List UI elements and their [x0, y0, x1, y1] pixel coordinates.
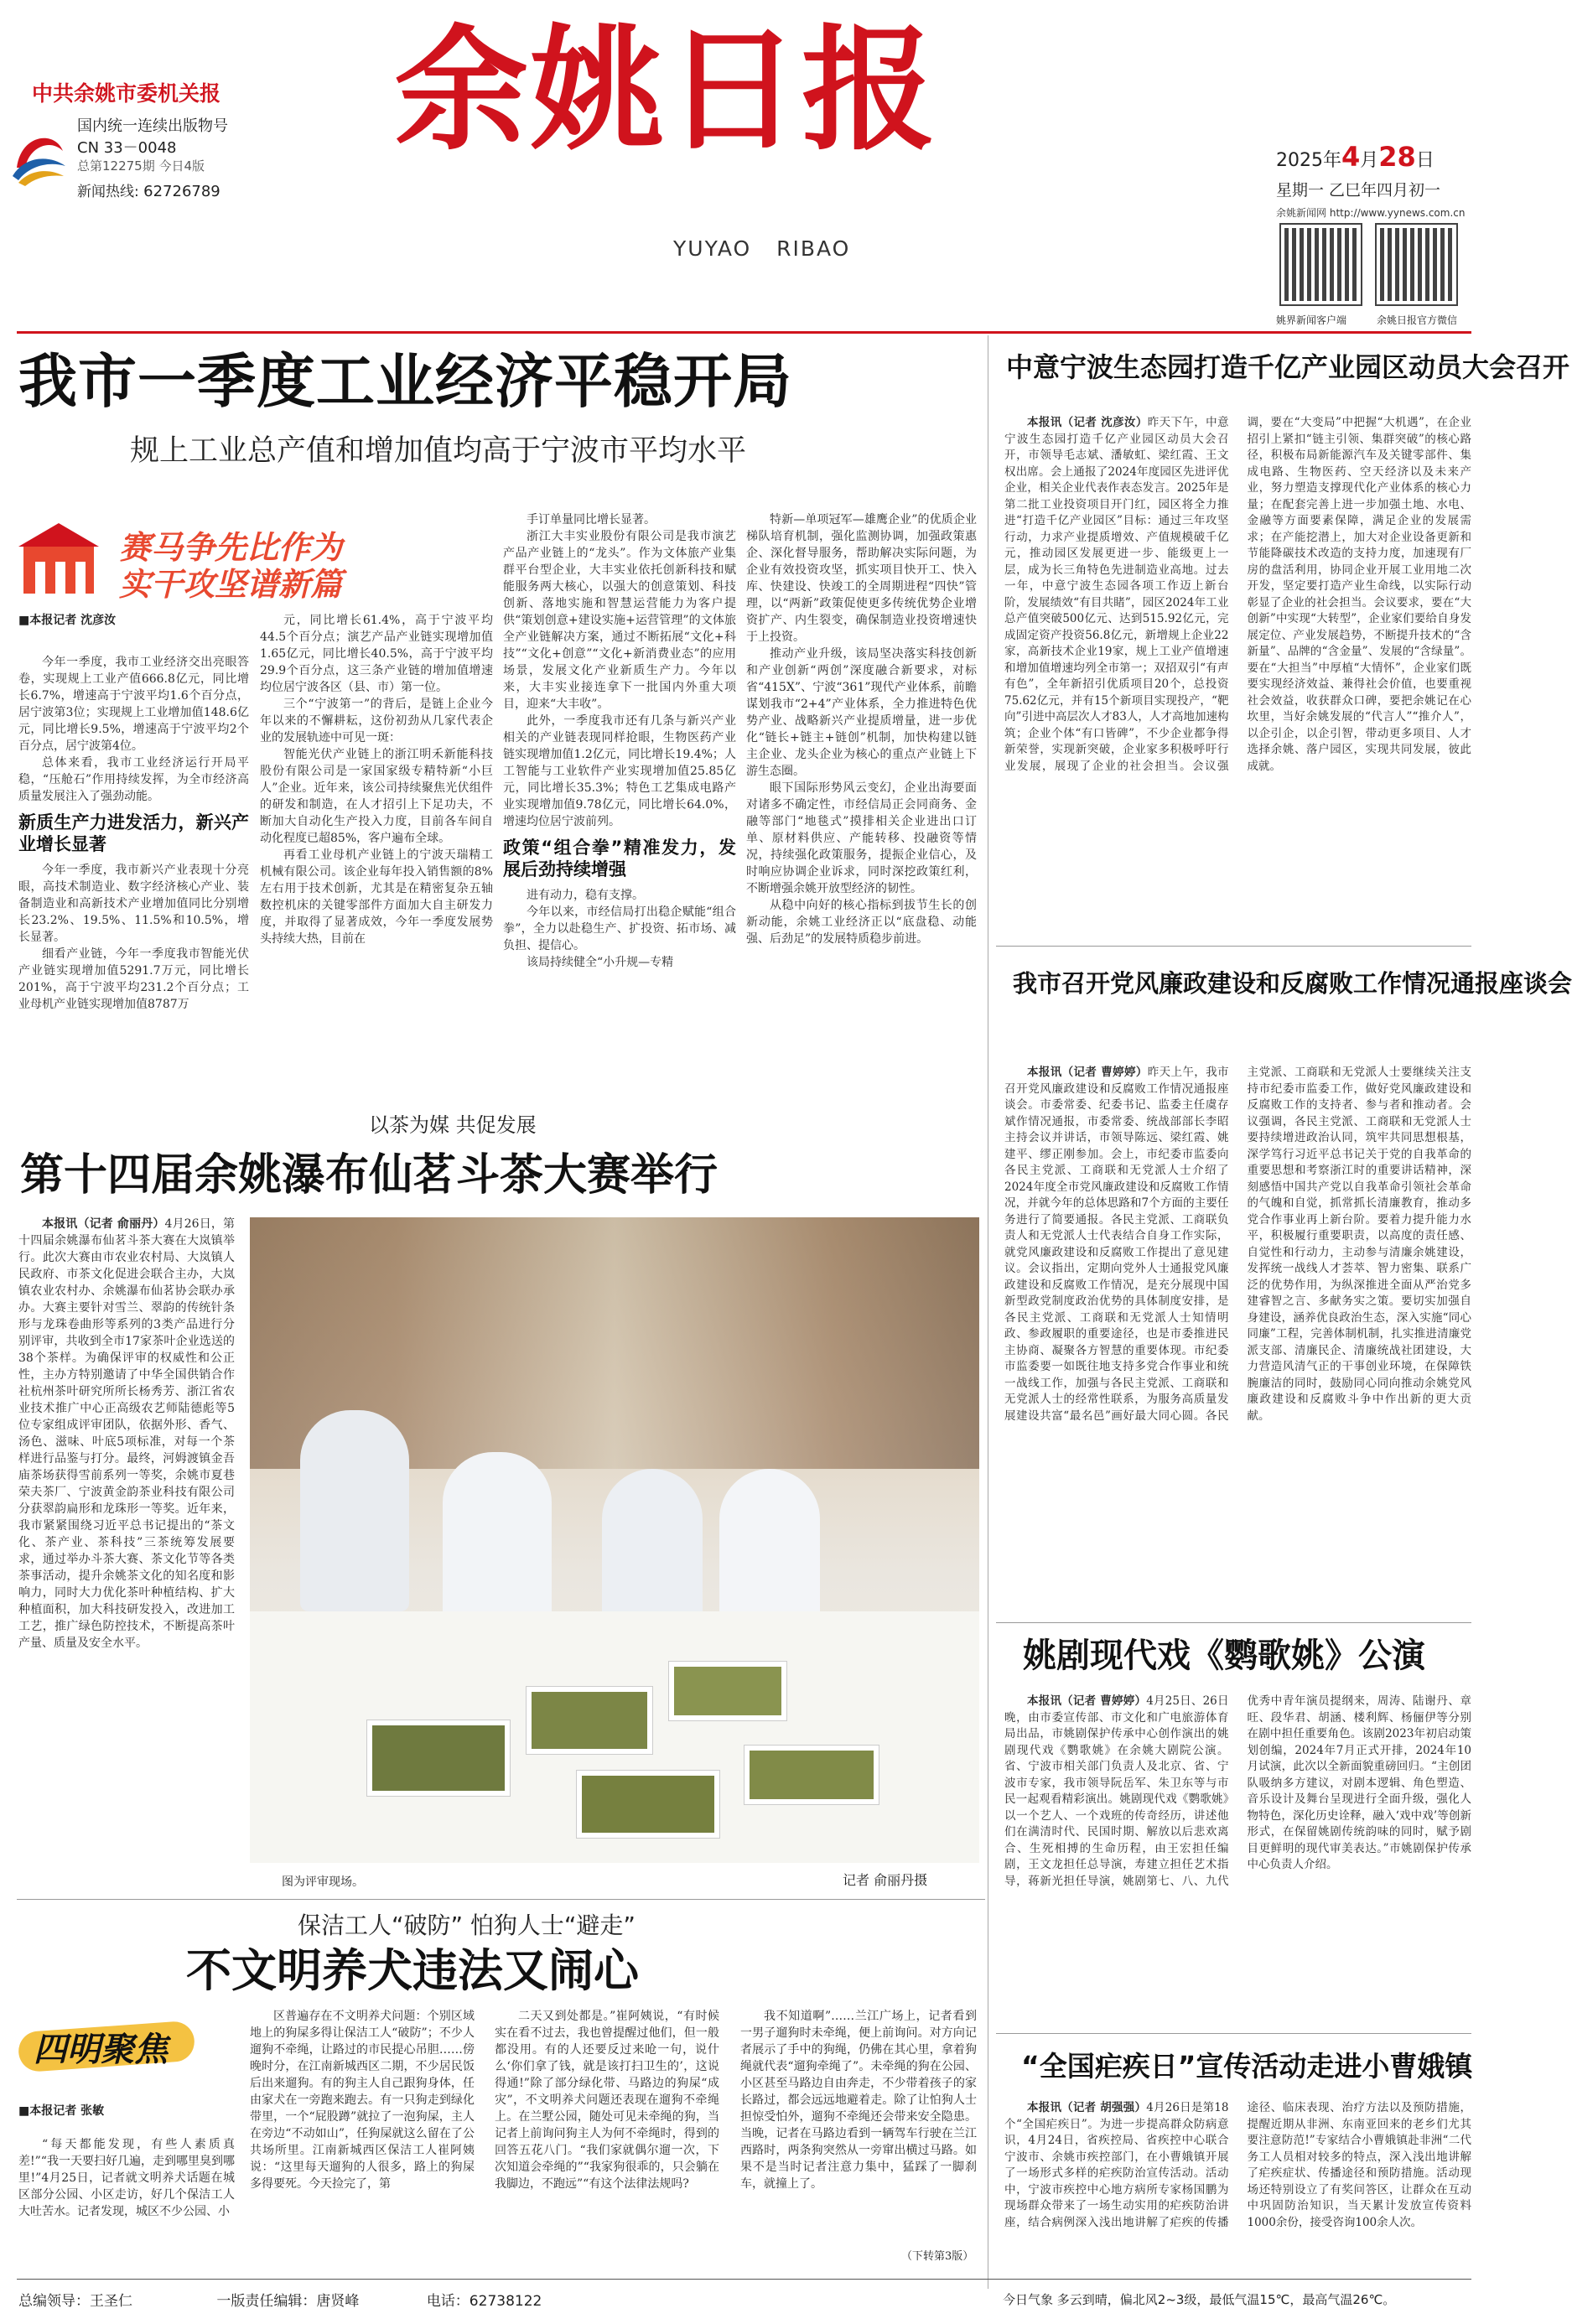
lead-subhead-1: 新质生产力进发活力，新兴产业增长显著 — [18, 812, 249, 854]
tea-photo-caption: 图为评审现场。 — [282, 1875, 364, 1889]
site-label: 余姚新闻网 — [1276, 207, 1327, 219]
malaria-title[interactable]: “全国疟疾日”宣传活动走进小曹娥镇 — [1021, 2050, 1473, 2083]
side2-body: 本报讯（记者 曹婷婷）昨天上午，我市召开党风廉政建设和反腐败工作情况通报座谈会。市委常委、纪委书记、监委主任虞存斌作情况通报，市委常委、统战部部长李昭主持会议并讲话，市领导陈远、梁红霞、姚建平、缪正刚参加。会上，市纪委市监委向各民主党派、工商联和无党派人士介绍了2024年度全市党风廉政建设和反腐败工作情况，并就今年的总体思路和7个方面的主要任务进行了简要通报。各民主党派、工商联负责人和无党派人士代表结合自身工作实际，就党风廉政建设和反腐败工作提出了意见建议。会议指出，定期向党外人士通报党风廉政建设和反腐败工作情况，是充分展现中国新型政党制度政治优势的具体制度安排，是各民主党派、工商联和无党派人士知情明政、参政履职的重要途径，也是市委推进民主协商、凝聚各方智慧的重要体现。市纪委市监委要一如既往地支持多党合作事业和统一战线工作，加强与各民主党派、工商联和无党派人士的经常性联系，为服务高质量发展建设共富“最名邑”画好最大同心圆。各民主党派、工商联和无党派人士要继续关注支持市纪委市监委工作，做好党风廉政建设和反腐败工作的支持者、参与者和推动者。会议强调，各民主党派、工商联和无党派人士要持续增进政治认同，筑牢共同思想根基，深学笃行习近平总书记关于党的自我革命的重要思想和考察浙江时的重要讲话精神，深刻感悟中国共产党以自我革命引领社会革命的气魄和自觉，抓常抓长清廉教育，推动多党合作事业再上新台阶。要着力提升能力水平，积极履行重要职责，以高度的责任感、自觉性和行动力，主动参与清廉余姚建设，发挥统一战线人才荟萃、智力密集、联系广泛的优势作用，为纵深推进全面从严治党多建睿智之言、多献务实之策。要切实加强自身建设，涵养优良政治生态，深入实施“同心同廉”工程，完善体制机制，扎实推进清廉党派支部、清廉民企、清廉统战社团建设，大力营造风清气正的干事创业环境，在保障铁腕廉洁的同时，鼓励同心同向推动余姚党风廉政建设和反腐败斗争中作出新的更大贡献。 — [1004, 1066, 1471, 1423]
tea-judging-photo[interactable] — [250, 1217, 979, 1863]
footer-phone: 电话：62738122 — [426, 2293, 542, 2310]
opera-body: 本报讯（记者 曹婷婷）4月25日、26日晚，由市委宣传部、市文化和广电旅游体育局出品，市姚剧保护传承中心创作演出的姚剧现代戏《鹦歌姚》在余姚大剧院公演。省、宁波市相关部门负责人及北京、省、宁波市专家，我市领导阮岳军、朱卫东等与市民一起观看精彩演出。姚剧现代戏《鹦歌姚》以一个艺人、一个戏班的传奇经历，讲述他们在满清时代、民国时期、解放以后悲欢离合、生死相搏的生命历程，由王宏担任编剧，王文龙担任总导演，寿建立担任艺术指导，蒋新光担任导演，姚剧第七、八、九代优秀中青年演员提纲来，周涛、陆谢丹、章旺、段华君、胡涵、楼利辉、杨俪伊等分别在剧中担任重要角色。该剧2023年初启动策划创编，2024年7月正式开排，2024年10月试演，此次以全新面貌重磅回归。“主创团队吸纳多方建议，对剧本逻辑、角色塑造、音乐设计及舞台呈现进行全面升级，强化人物特色，深化历史诠释，融入‘戏中戏’等创新形式，在保留姚剧传统韵味的同时，赋予剧目更鲜明的现代审美表达。”市姚剧保护传承中心负责人介绍。 — [1004, 1694, 1471, 1888]
dogs-kicker: 保洁工人“破防” 怕狗人士“避走” — [298, 1912, 636, 1939]
tea-photo-credit: 记者 俞丽丹摄 — [843, 1872, 928, 1888]
lead-column-1: 今年一季度，我市工业经济交出亮眼答卷，实现规上工业产值666.8亿元，同比增长6.7%，增速高于宁波平均1.6个百分点，居宁波第3位；实现规上工业增加值148.6亿元，同比增长9.5%，增速高于宁波平均2个百分点，居宁波第4位。 总体来看，我市工业经济运行开局平稳，“压舱石”作用持续发挥，为全市经济高质量发展注入了强劲动能。 新质生产力进发活力，新兴产业增长显著 今年一季度，我市新兴产业表现十分亮眼，高技术制造业、数字经济核心产业、装备制造业和高新技术产业增加值同比分别增长23.2%、19.5%、11.5%和10.5%，增长显著。 细看产业链，今年一季度我市智能光伏产业链实现增加值5291.7万元，同比增长201%，高于宁波平均231.2个百分点；工业母机产业链实现增加值8787万 — [18, 656, 249, 1011]
tea-byline: 本报讯（记者 俞丽丹） — [42, 1217, 165, 1231]
newspaper-logo: 余姚日报 — [394, 11, 938, 169]
footer-weather: 今日气象 多云到晴，偏北风2~3级，最低气温15℃，最高气温26℃。 — [1003, 2292, 1396, 2307]
hotline: 62726789 — [143, 183, 220, 200]
qr2-label: 余姚日报官方微信 — [1377, 314, 1458, 326]
site-url[interactable]: http://www.yynews.com.cn — [1329, 207, 1466, 219]
dogs-continued[interactable]: （下转第3版） — [901, 2250, 974, 2263]
banner-line-1: 赛马争先比作为 — [119, 529, 343, 566]
lead-column-3: 手订单量同比增长显著。 浙江大丰实业股份有限公司是我市演艺产品产业链上的“龙头”。作为文体旅产业集群平台型企业，大丰实业依托创新科技和赋能服务两大核心，以强大的创意策划、科技创新、落地实施和智慧运营能力为客户提供“策划创意+建设实施+运营管理”的文体旅全产业链解决方案，通过不断拓展“文化+科技”“文化+创意”“文化+新消费业态”的应用场景，发展文化产业新质生产力。今年以来，大丰实业接连拿下一批国内外重大项目，迎来“大丰收”。 此外，一季度我市还有几条与新兴产业相关的产业链表现同样抢眼，生物医药产业链实现增加值1.2亿元，同比增长19.4%；人工智能与工业软件产业实现增加值25.85亿元，同比增长35.3%；特色工艺集成电路产业实现增加值9.78亿元，同比增长64.0%，增速均位居宁波前列。 政策“组合拳”精准发力，发展后劲持续增强 进有动力，稳有支撑。 今年以来，市经信局打出稳企赋能“组合拳”，全力以赴稳生产、扩投资、拓市场、减负担、提信心。 该局持续健全“小升规—专精 — [503, 513, 736, 969]
column-logo: 四明聚焦 — [18, 2016, 220, 2073]
publisher: 中共余姚市委机关报 — [32, 81, 221, 106]
building-icon — [18, 520, 102, 597]
news-app-qr-code[interactable] — [1281, 225, 1361, 304]
lead-byline: ■本报记者 沈彦汝 — [18, 614, 117, 627]
tea-title[interactable]: 第十四届余姚瀑布仙茗斗茶大赛举行 — [20, 1150, 719, 1201]
campaign-banner — [18, 520, 387, 603]
issue-date: 2025年4月28日 — [1276, 141, 1435, 173]
malaria-body: 本报讯（记者 胡强强）4月26日是第18个“全国疟疾日”。为进一步提高群众防病意识，4月24日，省疾控局、省疾控中心联合宁波市、余姚市疾控部门，在小曹娥镇开展了一场形式多样的疟疾防治宣传活动。活动中，宁波市疾控中心地方病所专家杨国鹏为现场群众带来了一场生动实用的疟疾防治讲座，结合病例深入浅出地讲解了疟疾的传播途径、临床表现、治疗方法以及预防措施，提醒近期从非洲、东南亚回来的老乡们尤其要注意防范!”专家结合小曹娥镇赴非洲“二代务工人员相对较多的特点，深入浅出地讲解了疟疾症状、传播途径和预防措施。活动现场还特别设立了有奖问答区，让群众在互动中巩固防治知识，当天累计发放宣传资料1000余份，接受咨询100余人次。 — [1004, 2101, 1471, 2229]
lead-column-2: 元，同比增长61.4%，高于宁波平均44.5个百分点；演艺产品产业链实现增加值1.65亿元，同比增长40.5%，高于宁波平均29.9个百分点，这三条产业链的增加值增速均位居宁波各区（县、市）第一位。 三个“宁波第一”的背后，是链上企业今年以来的不懈耕耘，这份初劲从几家代表企业的发展轨迹中可见一斑： 智能光伏产业链上的浙江明禾新能科技股份有限公司是一家国家级专精特新“小巨人”企业。近年来，该公司持续聚焦光伏组件的研发和制造，在人才招引上下足功夫，不断加大自动化生产投入力度，目前各车间自动化程度已超85%，客户遍布全球。 再看工业母机产业链上的宁波天瑞精工机械有限公司。该企业每年投入销售额的8%左右用于技术创新，尤其是在精密复杂五轴数控机床的关键零部件方面加大自主研发力度，并取得了显著成效，今年一季度发展势头持续大热，目前在 — [260, 614, 493, 946]
weekday-lunar: 星期一 乙巳年四月初一 — [1276, 181, 1441, 200]
side1-title[interactable]: 中意宁波生态园打造千亿产业园区动员大会召开 — [1006, 351, 1570, 383]
tea-body: 本报讯（记者 俞丽丹）4月26日，第十四届余姚瀑布仙茗斗茶大赛在大岚镇举行。此次大赛由市农业农村局、大岚镇人民政府、市茶文化促进会联合主办，大岚镇农业农村办、余姚瀑布仙茗协会联办承办。大赛主要针对雪兰、翠韵的传统针条形与龙珠卷曲形等系列的3类产品进行分别评审，共收到全市17家茶叶企业选送的38个茶样。为确保评审的权威性和公正性，主办方特别邀请了中华全国供销合作社杭州茶叶研究所所长杨秀芳、浙江省农业技术推广中心正高级农艺师陆德彪等5位专家组成评审团队，依据外形、香气、汤色、滋味、叶底5项标准，对每一个茶样进行品鉴与打分。最终，河姆渡镇金吾庙茶场获得雪前系列一等奖，余姚市夏巷荣夫茶厂、宁波黄金韵茶业科技有限公司分获翠韵扁形和龙珠形一等奖。近年来，我市紧紧围绕习近平总书记提出的“茶文化、茶产业、茶科技”三茶统筹发展要求，通过举办斗茶大赛、茶文化节等各类茶事活动，提升余姚茶文化的知名度和影响力，同时大力优化茶叶种植结构、扩大种植面积，加大科技研发投入，改进加工工艺，推广绿色防控技术，不断提高茶叶产量、质量及安全水平。 — [18, 1217, 235, 1650]
footer-rule — [17, 2279, 1471, 2280]
dogs-column-2: 区普遍存在不文明养犬问题：个别区域地上的狗屎多得让保洁工人“破防”；不少人遛狗不牵绳，让路过的市民提心吊胆……傍晚时分，在江南新城西区二期，不少居民饭后出来遛狗。有的狗主人自己跟狗身体，任由家犬在一旁跑来跑去。有一只狗走到绿化带里，一个“屁股蹲”就拉了一泡狗屎，主人在旁边“不动如山”，任狗屎就这么留在了公共场所里。江南新城西区保洁工人崔阿姨说：“这里每天遛狗的人很多，路上的狗屎多得要死。今天捡完了，第 — [250, 2010, 475, 2191]
cn-number: CN 33－0048 — [77, 139, 177, 157]
dogs-column-3: 二天又到处都是。”崔阿姨说，“有时候实在看不过去，我也曾提醒过他们，但一般都没用。有的人还要反过来呛一句，说什么‘你们拿了钱，就是该打扫卫生的’，这说得通!”除了部分绿化带、马路边的狗屎“成灾”，不文明养犬问题还表现在遛狗不牵绳上。在兰墅公园，随处可见未牵绳的狗，当记者上前询问狗主人为何不牵绳时，得到的回答五花八门。“我们家就偶尔遛一次，下次知道会牵绳的”“我家狗很乖的，只会躺在我脚边，不跑远”“有这个法律法规吗? — [495, 2010, 719, 2191]
qr1-label: 姚界新闻客户端 — [1276, 314, 1347, 326]
opera-title[interactable]: 姚剧现代戏《鹦歌姚》公演 — [1023, 1637, 1425, 1675]
footer-editor: 一版责任编辑：唐贤峰 — [216, 2293, 360, 2310]
side2-title[interactable]: 我市召开党风廉政建设和反腐败工作情况通报座谈会 — [1013, 969, 1572, 998]
dogs-column-4: 我不知道啊”……兰江广场上，记者看到一男子遛狗时未牵绳，便上前询问。对方向记者展示了手中的狗绳，仍佛在其心里，拿着狗绳就代表“遛狗牵绳了”。未牵绳的狗在公园、小区甚至马路边自由奔走，不少带着孩子的家长路过，都会远远地避着走。除了让怕狗人士担惊受怕外，遛狗不牵绳还会带来安全隐患。当晚，记者在马路边看到一辆驾车行驶在兰江西路时，两条狗突然从一旁窜出横过马路。如果不是当时记者注意力集中，猛踩了一脚刹车，就撞上了。 — [740, 2010, 977, 2191]
hotline-label: 新闻热线: — [77, 184, 139, 200]
cn-label: 国内统一连续出版物号 — [77, 117, 228, 135]
section-divider — [996, 946, 1471, 947]
section-divider — [996, 2033, 1471, 2034]
dogs-byline: ■本报记者 张敏 — [18, 2104, 105, 2118]
tea-kicker: 以茶为媒 共促发展 — [369, 1113, 537, 1137]
lead-subtitle: 规上工业总产值和增加值均高于宁波市平均水平 — [130, 434, 747, 468]
footer-leader: 总编领导：王圣仁 — [18, 2293, 132, 2310]
dogs-title[interactable]: 不文明养犬违法又闹心 — [186, 1944, 639, 1997]
footer — [18, 2289, 542, 2310]
dogs-column-1: “每天都能发现，有些人素质真差!”“我一天要扫好几遍，走到哪里臭到哪里!”4月25日，记者就文明养犬话题在城区部分公园、小区走访，好几个保洁工人大吐苦水。记者发现，城区不少公园、小 — [18, 2138, 235, 2218]
masthead-rule — [17, 331, 1471, 334]
section-divider — [17, 1899, 985, 1900]
newspaper-emblem-icon — [8, 117, 67, 186]
lead-subhead-2: 政策“组合拳”精准发力，发展后劲持续增强 — [503, 838, 736, 879]
wechat-qr-code[interactable] — [1377, 225, 1456, 304]
lead-title[interactable]: 我市一季度工业经济平稳开局 — [18, 347, 792, 416]
lead-column-4: 特新—单项冠军—雄鹰企业”的优质企业梯队培育机制，强化监测协调，加强政策惠企、深化督导服务，帮助解决实际问题，为企业有效投资攻坚，抓实项目快开工、快入库、快建设、快竣工的全周期进程“四快”管理，以“两新”政策促使更多传统优势企业增资扩产、内生裂变，确保制造业投资增速快于上投资。 推动产业升级，该局坚决落实科技创新和产业创新“两创”深度融合新要求，对标省“415X”、宁波“361”现代产业体系，前瞻谋划我市“2+4”产业体系，全力推进特色优势产业、战略新兴产业提质增量，进一步优化“链长+链主+链创”机制，加快构建以链主企业、龙头企业为核心的重点产业链上下游生态圈。 眼下国际形势风云变幻，企业出海要面对诸多不确定性，市经信局正会同商务、金融等部门“地毯式”摸排相关企业进出口订单、原材料供应、产能转移、投融资等情况，持续强化政策服务，提振企业信心，及时响应协调企业诉求，同时深挖政策红利，不断增强余姚开放型经济的韧性。 从稳中向好的核心指标到拔节生长的创新动能，余姚工业经济正以“底盘稳、动能强、后劲足”的发展特质稳步前进。 — [746, 513, 977, 946]
side1-body: 本报讯（记者 沈彦汝）昨天下午，中意宁波生态园打造千亿产业园区动员大会召开，市领导毛志斌、潘敏虹、梁红霞、王文权出席。会上通报了2024年度园区先进评优企业，相关企业代表作表态发言。2025年是第二批工业投资项目开门红，园区将全力推进“打造千亿产业园区”目标：通过三年攻坚行动，力求产业提质增效、产值规模破千亿元，推动园区发展更进一步、能级更上一层，成为长三角特色先进制造业高地。过去一年，中意宁波生态园各项工作迈上新台阶，发展绩效“有目共睹”，园区2024年工业总产值突破500亿元、达到515.92亿元，完成固定资产投资56.8亿元，新增规上企业22家，高新技术企业19家，规上工业产值增速和增加值增速均列全市第一；双招双引“有声有色”，全年新招引优质项目20个，总投资75.62亿元，并有15个新项目实现投产，“靶向”引进中高层次人才83人，人才高地加速构筑；企业个体“有口皆碑”，不少企业都争得新荣誉，实现新突破，企业家多积极呼吁行业发展，展现了企业的社会担当。会议强调，要在“大变局”中把握“大机遇”，在企业招引上紧扣“链主引领、集群突破”的核心路径，积极布局新能源汽车及关键零部件、集成电路、生物医药、空天经济以及未来产业，努力塑造支撑现代化产业体系的核心力量；在配套完善上进一步加强土地、水电、金融等方面要素保障，满足企业的发展需求；在产能挖潜上，加大对企业设备更新和节能降碳技术改造的支持力度，加速现有厂房的盘活利用，协同企业开展工业用地二次开发，坚定要打造产业生命线，以实际行动彰显了企业的社会担当。会议要求，要在“大创新”中实现“大转型”，企业家们要给自身发展定位、产业发展趋势，不断提升技术的“含新量”、品牌的“含金量”、发展的“含绿量”。要在“大担当”中厚植“大情怀”，企业家们既要实现经济效益、兼得社会价值，也要重视社会效益，收获群众口碑，要把余姚记在心坎里，当好余姚发展的“代言人”“推介人”，以企引企，以企引智，带动更多项目、人才选择余姚、落户园区，实现共同发展，彼此成就。 — [1004, 416, 1471, 773]
logo-pinyin: YUYAO RIBAO — [673, 236, 851, 261]
section-divider — [996, 1622, 1471, 1623]
banner-line-2: 实干攻坚谱新篇 — [119, 566, 343, 603]
issue-info: 总第12275期 今日4版 — [77, 158, 205, 174]
